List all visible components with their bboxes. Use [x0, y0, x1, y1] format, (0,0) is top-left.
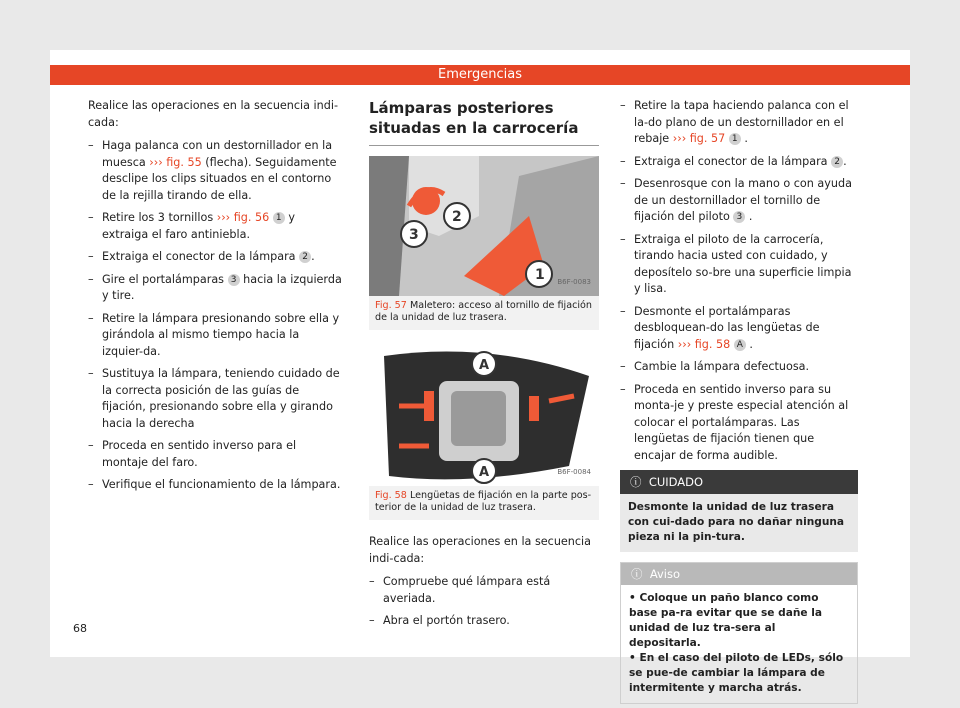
callout-number: 1	[535, 267, 545, 283]
list-item: – Desmonte el portalámparas desbloquean-do las lengüetas de fijación ››› fig. 58 A .	[620, 304, 858, 354]
caution-box	[620, 470, 858, 552]
figure-link[interactable]: ››› fig. 58	[677, 337, 731, 351]
list-item: – Extraiga el conector de la lámpara 2 .	[88, 249, 343, 266]
list-item: – Retire la tapa haciendo palanca con el la-do plano de un destornillador en el rebaje ››› fig. 57 1 .	[620, 98, 858, 148]
list-item: – Desenrosque con la mano o con ayuda de un destornillador el tornillo de fijación del piloto 3 .	[620, 176, 858, 226]
callout-letter: A	[479, 465, 490, 480]
figure-link[interactable]: ››› fig. 55	[149, 155, 202, 169]
caution-text: Desmonte la unidad de luz trasera con cui-dado para no dañar ninguna pieza ni la pin-tura.	[620, 494, 858, 552]
caution-header: ⓘ CUIDADO	[620, 470, 858, 494]
list-item: – Abra el portón trasero.	[369, 613, 599, 630]
list-item: – Compruebe qué lámpara está averiada.	[369, 574, 599, 607]
callout-number: 2	[831, 156, 843, 168]
list-item: – Retire los 3 tornillos ››› fig. 56 1 y extraiga el faro antiniebla.	[88, 210, 343, 243]
column-left	[88, 98, 343, 500]
section-title: Lámparas posteriores situadas en la carrocería	[369, 98, 599, 146]
list-item: – Haga palanca con un destornillador en la muesca ››› fig. 55 (flecha). Seguidamente desclipe los clips situados en el contorno de la rejilla tirando de ella.	[88, 138, 343, 204]
note-header: ⓘ Aviso	[621, 563, 857, 585]
page-number: 68	[73, 622, 87, 635]
list-item: – Gire el portalámparas 3 hacia la izquierda y tire.	[88, 272, 343, 305]
intro-text: Realice las operaciones en la secuencia indi-cada:	[369, 535, 592, 565]
image-code: B6F-0084	[557, 467, 591, 476]
callout-number: 3	[733, 211, 745, 223]
callout-number: 1	[729, 133, 741, 145]
list-item: – Retire la lámpara presionando sobre ella y girándola al mismo tiempo hacia la izquier-da.	[88, 311, 343, 361]
figure-link[interactable]: ››› fig. 57	[672, 132, 726, 145]
note-box	[620, 562, 858, 704]
steps-list	[369, 574, 599, 630]
warning-icon: ⓘ	[630, 475, 642, 489]
list-item: – Extraiga el conector de la lámpara 2 .	[620, 154, 858, 171]
figure-caption: Fig. 57 Maletero: acceso al tornillo de fijación de la unidad de luz trasera.	[369, 296, 599, 330]
callout-number: 2	[299, 251, 311, 263]
figure-label: Fig. 58	[375, 490, 407, 501]
list-item: – Cambie la lámpara defectuosa.	[620, 359, 858, 376]
chapter-header: Emergencias	[50, 65, 910, 85]
list-item: – Verifique el funcionamiento de la lámpara.	[88, 477, 343, 494]
figure-link[interactable]: ››› fig. 56	[216, 211, 270, 224]
list-item: – Proceda en sentido inverso para su monta-je y preste especial atención al colocar el portalámparas. Las lengüetas de fijación tienen que encajar de forma audible.	[620, 382, 858, 465]
column-right	[620, 98, 858, 704]
figure-caption: Fig. 58 Lengüetas de fijación en la parte pos-terior de la unidad de luz trasera.	[369, 486, 599, 520]
figure-label: Fig. 57	[375, 300, 407, 311]
image-code: B6F-0083	[557, 277, 591, 286]
steps-list	[620, 98, 858, 464]
list-item: – Sustituya la lámpara, teniendo cuidado de la correcta posición de las guías de fijación, presionando sobre ella y girando hacia la derecha	[88, 366, 343, 432]
note-body	[621, 585, 857, 703]
callout-letter: A	[734, 339, 746, 351]
callout-number: 2	[452, 209, 462, 225]
callout-number: 3	[228, 274, 240, 286]
note-bullet: • Coloque un paño blanco como base pa-ra evitar que se dañe la unidad de luz tra-sera al depositarla.	[629, 592, 823, 649]
callout-number: 1	[273, 212, 285, 224]
callout-number: 3	[409, 227, 419, 243]
figure-57	[369, 156, 599, 330]
note-bullet: • En el caso del piloto de LEDs, sólo se pue-de cambiar la lámpara de intermitente y marcha atrás.	[629, 652, 844, 694]
list-item: – Extraiga el piloto de la carrocería, tirando hacia usted con cuidado, y deposítelo so-bre una superficie limpia y lisa.	[620, 232, 858, 298]
figure-58	[369, 346, 599, 520]
callout-letter: A	[479, 358, 490, 373]
info-icon: ⓘ	[631, 567, 643, 581]
intro-text: Realice las operaciones en la secuencia indi-cada:	[88, 99, 339, 129]
steps-list	[88, 138, 343, 494]
column-middle	[369, 98, 599, 636]
list-item: – Proceda en sentido inverso para el montaje del faro.	[88, 438, 343, 471]
